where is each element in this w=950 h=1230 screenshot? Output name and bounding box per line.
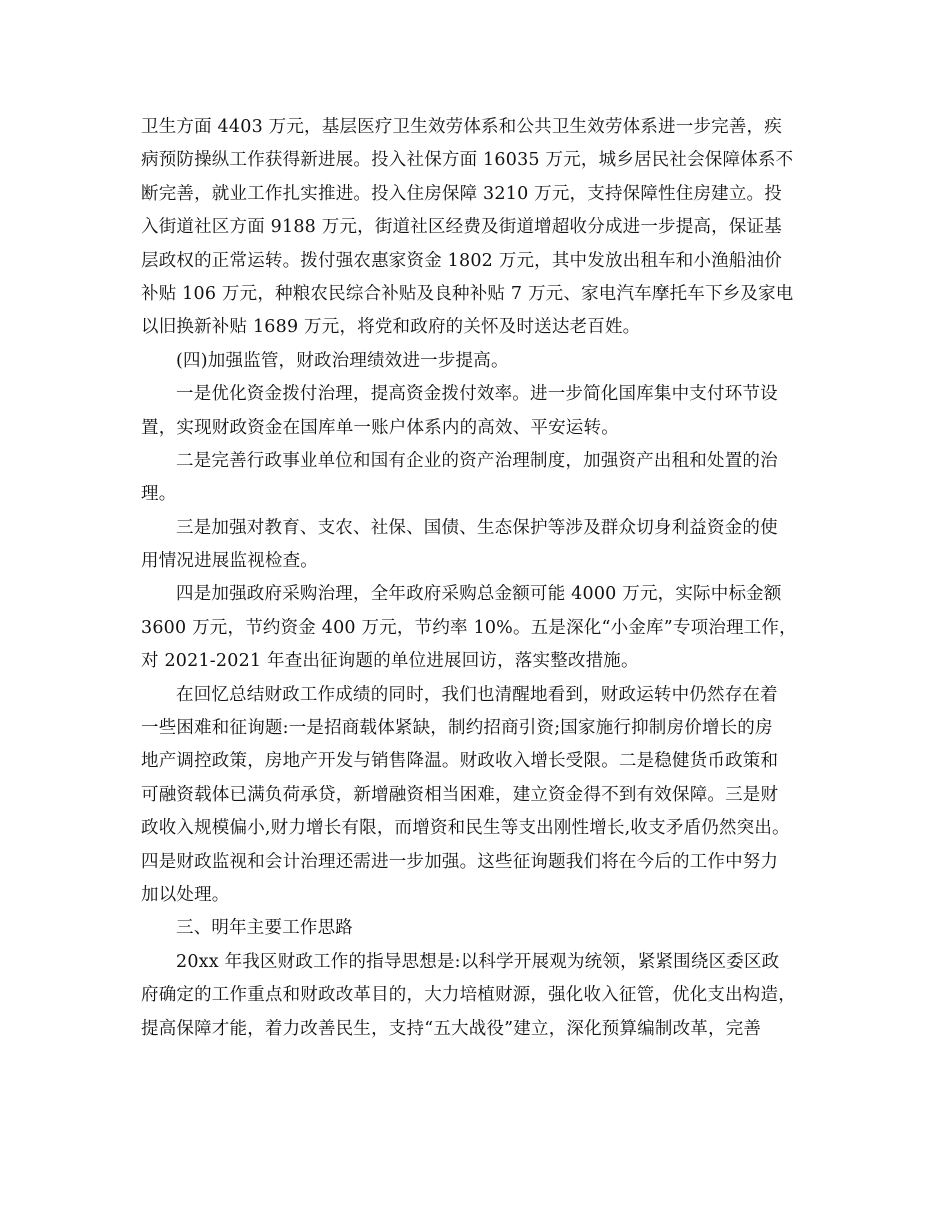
text-line: 可融资载体已满负荷承贷，新增融资相当困难，建立资金得不到有效保障。三是财 (141, 784, 779, 805)
text-line: 层政权的正常运转。拨付强农惠家资金 1802 万元，其中发放出租车和小渔船油价 (141, 250, 782, 271)
text-line: 府确定的工作重点和财政改革目的，大力培植财源，强化收入征管，优化支出构造， (141, 985, 796, 1006)
text-line: 加以处理。 (141, 884, 230, 905)
text-line: 入街道社区方面 9188 万元，街道社区经费及街道增超收分成进一步提高，保证基 (141, 217, 782, 238)
text-line: 对 2021-2021 年查出征询题的单位进展回访，落实整改措施。 (141, 651, 639, 672)
text-line: 地产调控政策，房地产开发与销售降温。财政收入增长受限。二是稳健货币政策和 (141, 751, 779, 772)
text-line: 二是完善行政事业单位和国有企业的资产治理制度，加强资产出租和处置的治 (176, 450, 778, 471)
text-line: 政收入规模偏小,财力增长有限，而增资和民生等支出刚性增长,收支矛盾仍然突出。 (141, 818, 790, 839)
text-line: 提高保障才能，着力改善民生，支持“五大战役”建立，深化预算编制改革，完善 (141, 1018, 762, 1039)
text-line: 补贴 106 万元，种粮农民综合补贴及良种补贴 7 万元、家电汽车摩托车下乡及家电 (141, 283, 794, 304)
text-line: 用情况进展监视检查。 (141, 551, 318, 572)
text-line: 一些困难和征询题:一是招商载体紧缺，制约招商引资;国家施行抑制房价增长的房 (141, 718, 773, 739)
text-line: 置，实现财政资金在国库单一账户体系内的高效、平安运转。 (141, 417, 619, 438)
text-line: 3600 万元，节约资金 400 万元，节约率 10%。五是深化“小金库”专项治理工作， (141, 617, 797, 638)
text-line: 理。 (141, 484, 177, 505)
text-line: 三是加强对教育、支农、社保、国债、生态保护等涉及群众切身利益资金的使 (176, 517, 778, 538)
text-line: 以旧换新补贴 1689 万元，将党和政府的关怀及时送达老百姓。 (141, 317, 641, 338)
text-line: 断完善，就业工作扎实推进。投入住房保障 3210 万元，支持保障性住房建立。投 (141, 183, 782, 204)
text-line: 病预防操纵工作获得新进展。投入社保方面 16035 万元，城乡居民社会保障体系不 (141, 150, 794, 171)
text-line: 一是优化资金拨付治理，提高资金拨付效率。进一步简化国库集中支付环节设 (176, 384, 778, 405)
body-text (141, 111, 811, 1046)
text-line: 四是加强政府采购治理，全年政府采购总金额可能 4000 万元，实际中标金额 (176, 584, 782, 605)
text-line: 四是财政监视和会计治理还需进一步加强。这些征询题我们将在今后的工作中努力 (141, 851, 779, 872)
text-line: (四)加强监管，财政治理绩效进一步提高。 (176, 350, 509, 371)
text-line: 卫生方面 4403 万元，基层医疗卫生效劳体系和公共卫生效劳体系进一步完善，疾 (141, 117, 782, 137)
text-line: 在回忆总结财政工作成绩的同时，我们也清醒地看到，财政运转中仍然存在着 (176, 684, 778, 705)
text-line: 20xx 年我区财政工作的指导思想是:以科学开展观为统领，紧紧围绕区委区政 (176, 951, 780, 972)
text-line: 三、明年主要工作思路 (176, 918, 353, 939)
